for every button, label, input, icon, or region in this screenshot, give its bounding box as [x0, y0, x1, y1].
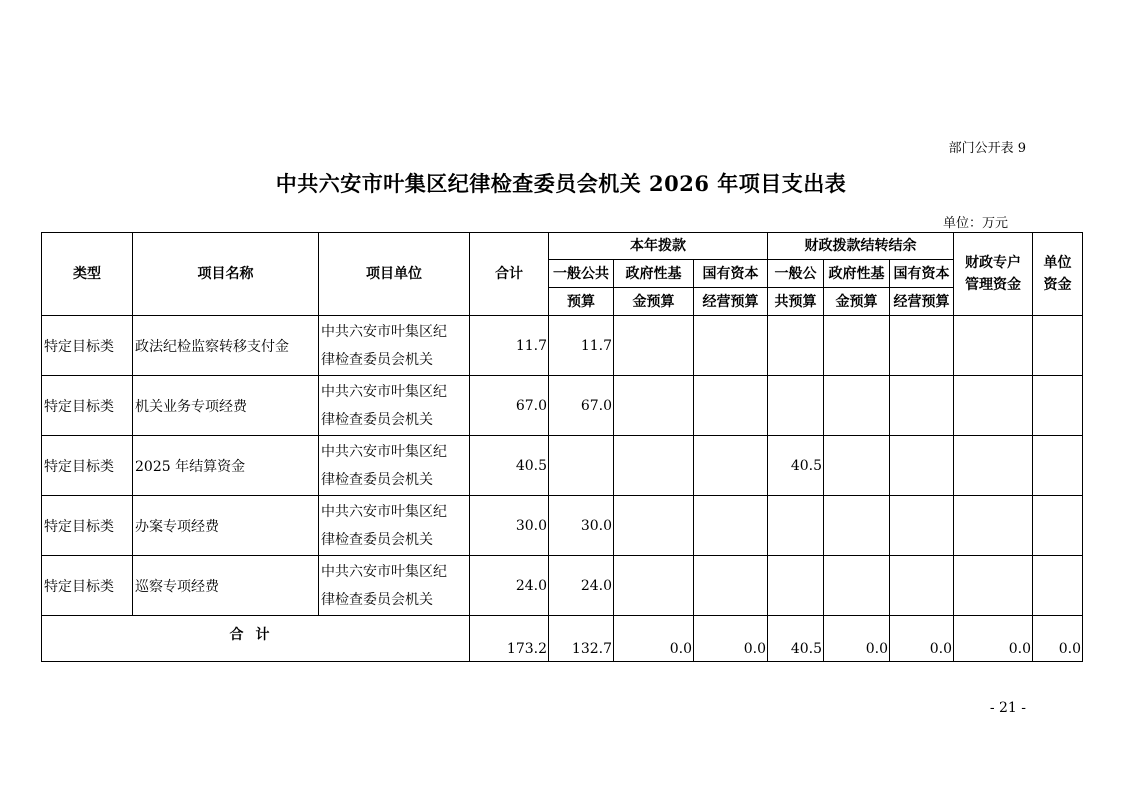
- header-special-line1: 财政专户: [965, 255, 1022, 271]
- cell-special: [954, 376, 1033, 436]
- header-unit-funds: [1033, 233, 1083, 316]
- cell-project-name: 政法纪检监察转移支付金: [133, 316, 319, 376]
- cell-unit-line2: 律检查委员会机关: [321, 411, 433, 428]
- cell-type: 特定目标类: [42, 376, 133, 436]
- cell-cy-fund: [614, 376, 694, 436]
- header-co-general-line1: 一般公: [768, 260, 824, 288]
- cell-unit-funds: [1033, 496, 1083, 556]
- cell-co-fund: [824, 556, 890, 616]
- cell-co-general: [768, 556, 824, 616]
- header-co-fund-line1: 政府性基: [824, 260, 890, 288]
- cell-co-fund: [824, 376, 890, 436]
- header-unit-funds-line2: 资金: [1043, 277, 1072, 293]
- cell-cy-general: 30.0: [549, 496, 614, 556]
- cell-cy-general: 24.0: [549, 556, 614, 616]
- header-carryover: 财政拨款结转结余: [768, 233, 954, 260]
- form-number: 部门公开表 9: [948, 141, 1026, 156]
- cell-type: 特定目标类: [42, 436, 133, 496]
- cell-unit-line2: 律检查委员会机关: [321, 591, 433, 608]
- cell-co-state: [890, 316, 954, 376]
- cell-unit-line2: 律检查委员会机关: [321, 471, 433, 488]
- cell-cy-state: [694, 436, 768, 496]
- table-row: [42, 376, 1083, 436]
- cell-co-fund: [824, 316, 890, 376]
- unit-label: 单位：万元: [942, 216, 1008, 231]
- table-row: [42, 556, 1083, 616]
- total-cy-fund: 0.0: [614, 616, 694, 662]
- cell-project-name: 2025 年结算资金: [133, 436, 319, 496]
- cell-special: [954, 556, 1033, 616]
- cell-type: 特定目标类: [42, 496, 133, 556]
- header-cy-general-line2: 预算: [549, 288, 614, 316]
- header-co-state-line1: 国有资本: [890, 260, 954, 288]
- cell-special: [954, 496, 1033, 556]
- cell-total: 11.7: [470, 316, 549, 376]
- header-project-name: 项目名称: [133, 233, 319, 316]
- header-total: 合计: [470, 233, 549, 316]
- header-special-line2: 管理资金: [965, 277, 1022, 293]
- total-special: 0.0: [954, 616, 1033, 662]
- cell-cy-state: [694, 376, 768, 436]
- cell-co-fund: [824, 496, 890, 556]
- cell-type: 特定目标类: [42, 556, 133, 616]
- header-special-account: [954, 233, 1033, 316]
- cell-co-general: [768, 316, 824, 376]
- cell-cy-general: 67.0: [549, 376, 614, 436]
- total-row: [42, 616, 1083, 662]
- cell-project-name: 巡察专项经费: [133, 556, 319, 616]
- cell-unit-funds: [1033, 436, 1083, 496]
- cell-co-state: [890, 556, 954, 616]
- header-cy-state-line2: 经营预算: [694, 288, 768, 316]
- table-row: [42, 496, 1083, 556]
- header-cy-general-line1: 一般公共: [549, 260, 614, 288]
- cell-project-unit: [319, 556, 470, 616]
- cell-unit-line2: 律检查委员会机关: [321, 351, 433, 368]
- page-title: 中共六安市叶集区纪律检查委员会机关 2026 年项目支出表: [275, 171, 847, 196]
- header-co-general-line2: 共预算: [768, 288, 824, 316]
- cell-total: 67.0: [470, 376, 549, 436]
- total-co-state: 0.0: [890, 616, 954, 662]
- cell-total: 40.5: [470, 436, 549, 496]
- cell-cy-fund: [614, 316, 694, 376]
- total-total: 173.2: [470, 616, 549, 662]
- cell-total: 24.0: [470, 556, 549, 616]
- cell-type: 特定目标类: [42, 316, 133, 376]
- cell-unit-funds: [1033, 556, 1083, 616]
- cell-project-unit: [319, 496, 470, 556]
- header-type: 类型: [42, 233, 133, 316]
- cell-special: [954, 436, 1033, 496]
- cell-cy-general: 11.7: [549, 316, 614, 376]
- header-co-state-line2: 经营预算: [890, 288, 954, 316]
- cell-project-unit: [319, 436, 470, 496]
- cell-unit-line1: 中共六安市叶集区纪: [321, 443, 447, 460]
- cell-co-general: [768, 376, 824, 436]
- total-cy-general: 132.7: [549, 616, 614, 662]
- cell-cy-fund: [614, 496, 694, 556]
- cell-co-fund: [824, 436, 890, 496]
- cell-co-general: [768, 496, 824, 556]
- header-cy-fund-line2: 金预算: [614, 288, 694, 316]
- cell-unit-funds: [1033, 316, 1083, 376]
- header-project-unit: 项目单位: [319, 233, 470, 316]
- total-unit-funds: 0.0: [1033, 616, 1083, 662]
- total-co-general: 40.5: [768, 616, 824, 662]
- cell-cy-state: [694, 496, 768, 556]
- cell-total: 30.0: [470, 496, 549, 556]
- cell-co-state: [890, 496, 954, 556]
- cell-co-state: [890, 436, 954, 496]
- cell-unit-line1: 中共六安市叶集区纪: [321, 383, 447, 400]
- cell-unit-line1: 中共六安市叶集区纪: [321, 563, 447, 580]
- total-co-fund: 0.0: [824, 616, 890, 662]
- project-expenditure-table: [41, 232, 1083, 662]
- cell-project-name: 机关业务专项经费: [133, 376, 319, 436]
- header-cy-state-line1: 国有资本: [694, 260, 768, 288]
- cell-unit-line2: 律检查委员会机关: [321, 531, 433, 548]
- header-current-year: 本年拨款: [549, 233, 768, 260]
- header-co-fund-line2: 金预算: [824, 288, 890, 316]
- cell-special: [954, 316, 1033, 376]
- cell-project-unit: [319, 376, 470, 436]
- cell-co-state: [890, 376, 954, 436]
- cell-unit-funds: [1033, 376, 1083, 436]
- header-unit-funds-line1: 单位: [1043, 255, 1072, 271]
- cell-cy-general: [549, 436, 614, 496]
- table-row: [42, 316, 1083, 376]
- cell-cy-fund: [614, 556, 694, 616]
- cell-unit-line1: 中共六安市叶集区纪: [321, 323, 447, 340]
- table-row: [42, 436, 1083, 496]
- cell-co-general: 40.5: [768, 436, 824, 496]
- page-number: - 21 -: [989, 700, 1026, 716]
- cell-project-name: 办案专项经费: [133, 496, 319, 556]
- cell-cy-state: [694, 316, 768, 376]
- header-cy-fund-line1: 政府性基: [614, 260, 694, 288]
- total-cy-state: 0.0: [694, 616, 768, 662]
- cell-cy-fund: [614, 436, 694, 496]
- cell-cy-state: [694, 556, 768, 616]
- cell-project-unit: [319, 316, 470, 376]
- total-label: 合计: [42, 616, 470, 662]
- cell-unit-line1: 中共六安市叶集区纪: [321, 503, 447, 520]
